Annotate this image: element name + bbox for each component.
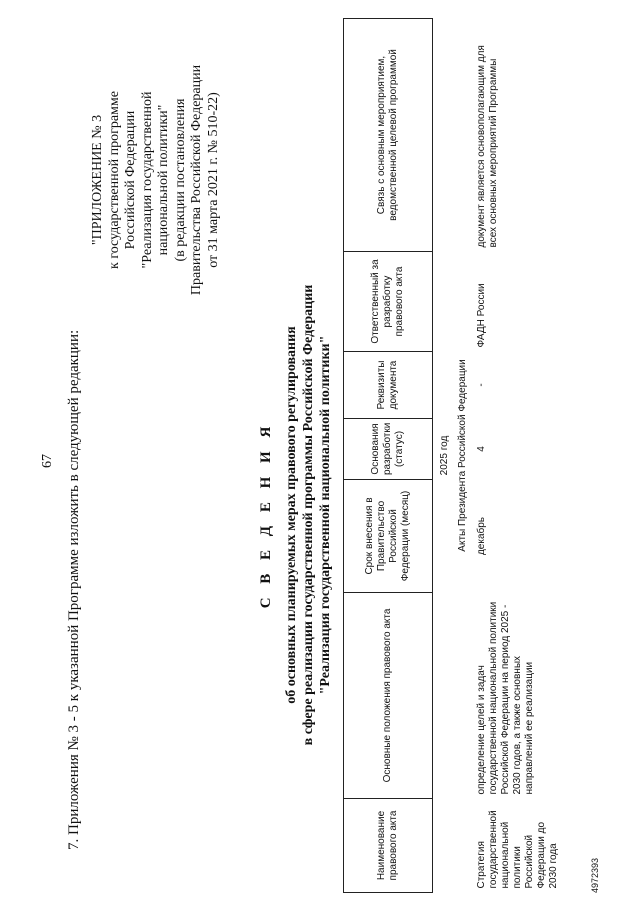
column-header: Реквизиты документа: [344, 352, 433, 419]
column-header: Ответственный за разработку правового акта: [344, 252, 433, 352]
act-name-cell: Стратегия государственной национальной политики Российской Федерации до 2030 года: [476, 810, 559, 889]
heading-line: в сфере реализации государственной программы Российской Федерации: [301, 284, 316, 746]
deadline-cell: декабрь: [476, 516, 487, 556]
appendix-block: [90, 15, 222, 345]
year-row: [433, 19, 455, 893]
appendix-line: Правительства Российской Федерации: [189, 64, 204, 296]
intro-text: 7. Приложения № 3 - 5 к указанной Программе изложить в следующей редакции:: [66, 329, 82, 850]
appendix-line: к государственной программе: [106, 91, 122, 269]
column-header: Наименование правового акта: [344, 799, 433, 893]
column-header: Связь с основным мероприятием, ведомственной целевой программой: [344, 19, 433, 252]
appendix-line: "ПРИЛОЖЕНИЕ № 3: [90, 114, 105, 246]
heading-line: об основных планируемых мерах правового регулирования: [284, 326, 299, 704]
page-number: 67: [40, 454, 55, 468]
link-cell: документ является основополагающим для всех основных мероприятий Программы: [476, 45, 499, 248]
appendix-line: от 31 марта 2021 г. № 510-22): [205, 92, 221, 268]
column-header: Срок внесения в Правительство Российской Федерации (месяц): [344, 480, 433, 593]
provisions-cell: определение целей и задач государственной национальной политики Российской Федерации на период 2025 - 2030 годов, а также основных направлений ее реализации: [476, 601, 535, 795]
heading-title: С В Е Д Е Н И Я: [258, 421, 274, 609]
appendix-line: национальной политики": [156, 104, 171, 256]
appendix-line: (в редакции постановления: [172, 98, 188, 262]
appendix-line: "Реализация государственной: [139, 91, 155, 269]
basis-cell: 4: [476, 446, 487, 452]
measures-table: [343, 18, 563, 893]
year-label: 2025 год: [439, 435, 450, 476]
table-row: [473, 19, 563, 893]
section-label: Акты Президента Российской Федерации: [457, 359, 468, 552]
responsible-cell: ФАДН России: [476, 283, 487, 348]
requisites-cell: -: [476, 383, 487, 387]
document-number: 4972393: [590, 857, 600, 893]
document-heading: [258, 165, 334, 865]
column-header: Основные положения правового акта: [344, 593, 433, 799]
section-row: [454, 19, 473, 893]
heading-line: "Реализация государственной национальной политики": [318, 335, 333, 695]
appendix-line: Российской Федерации: [123, 110, 138, 250]
column-header: Основания разработки (статус): [344, 419, 433, 480]
table-header-row: [344, 19, 433, 893]
